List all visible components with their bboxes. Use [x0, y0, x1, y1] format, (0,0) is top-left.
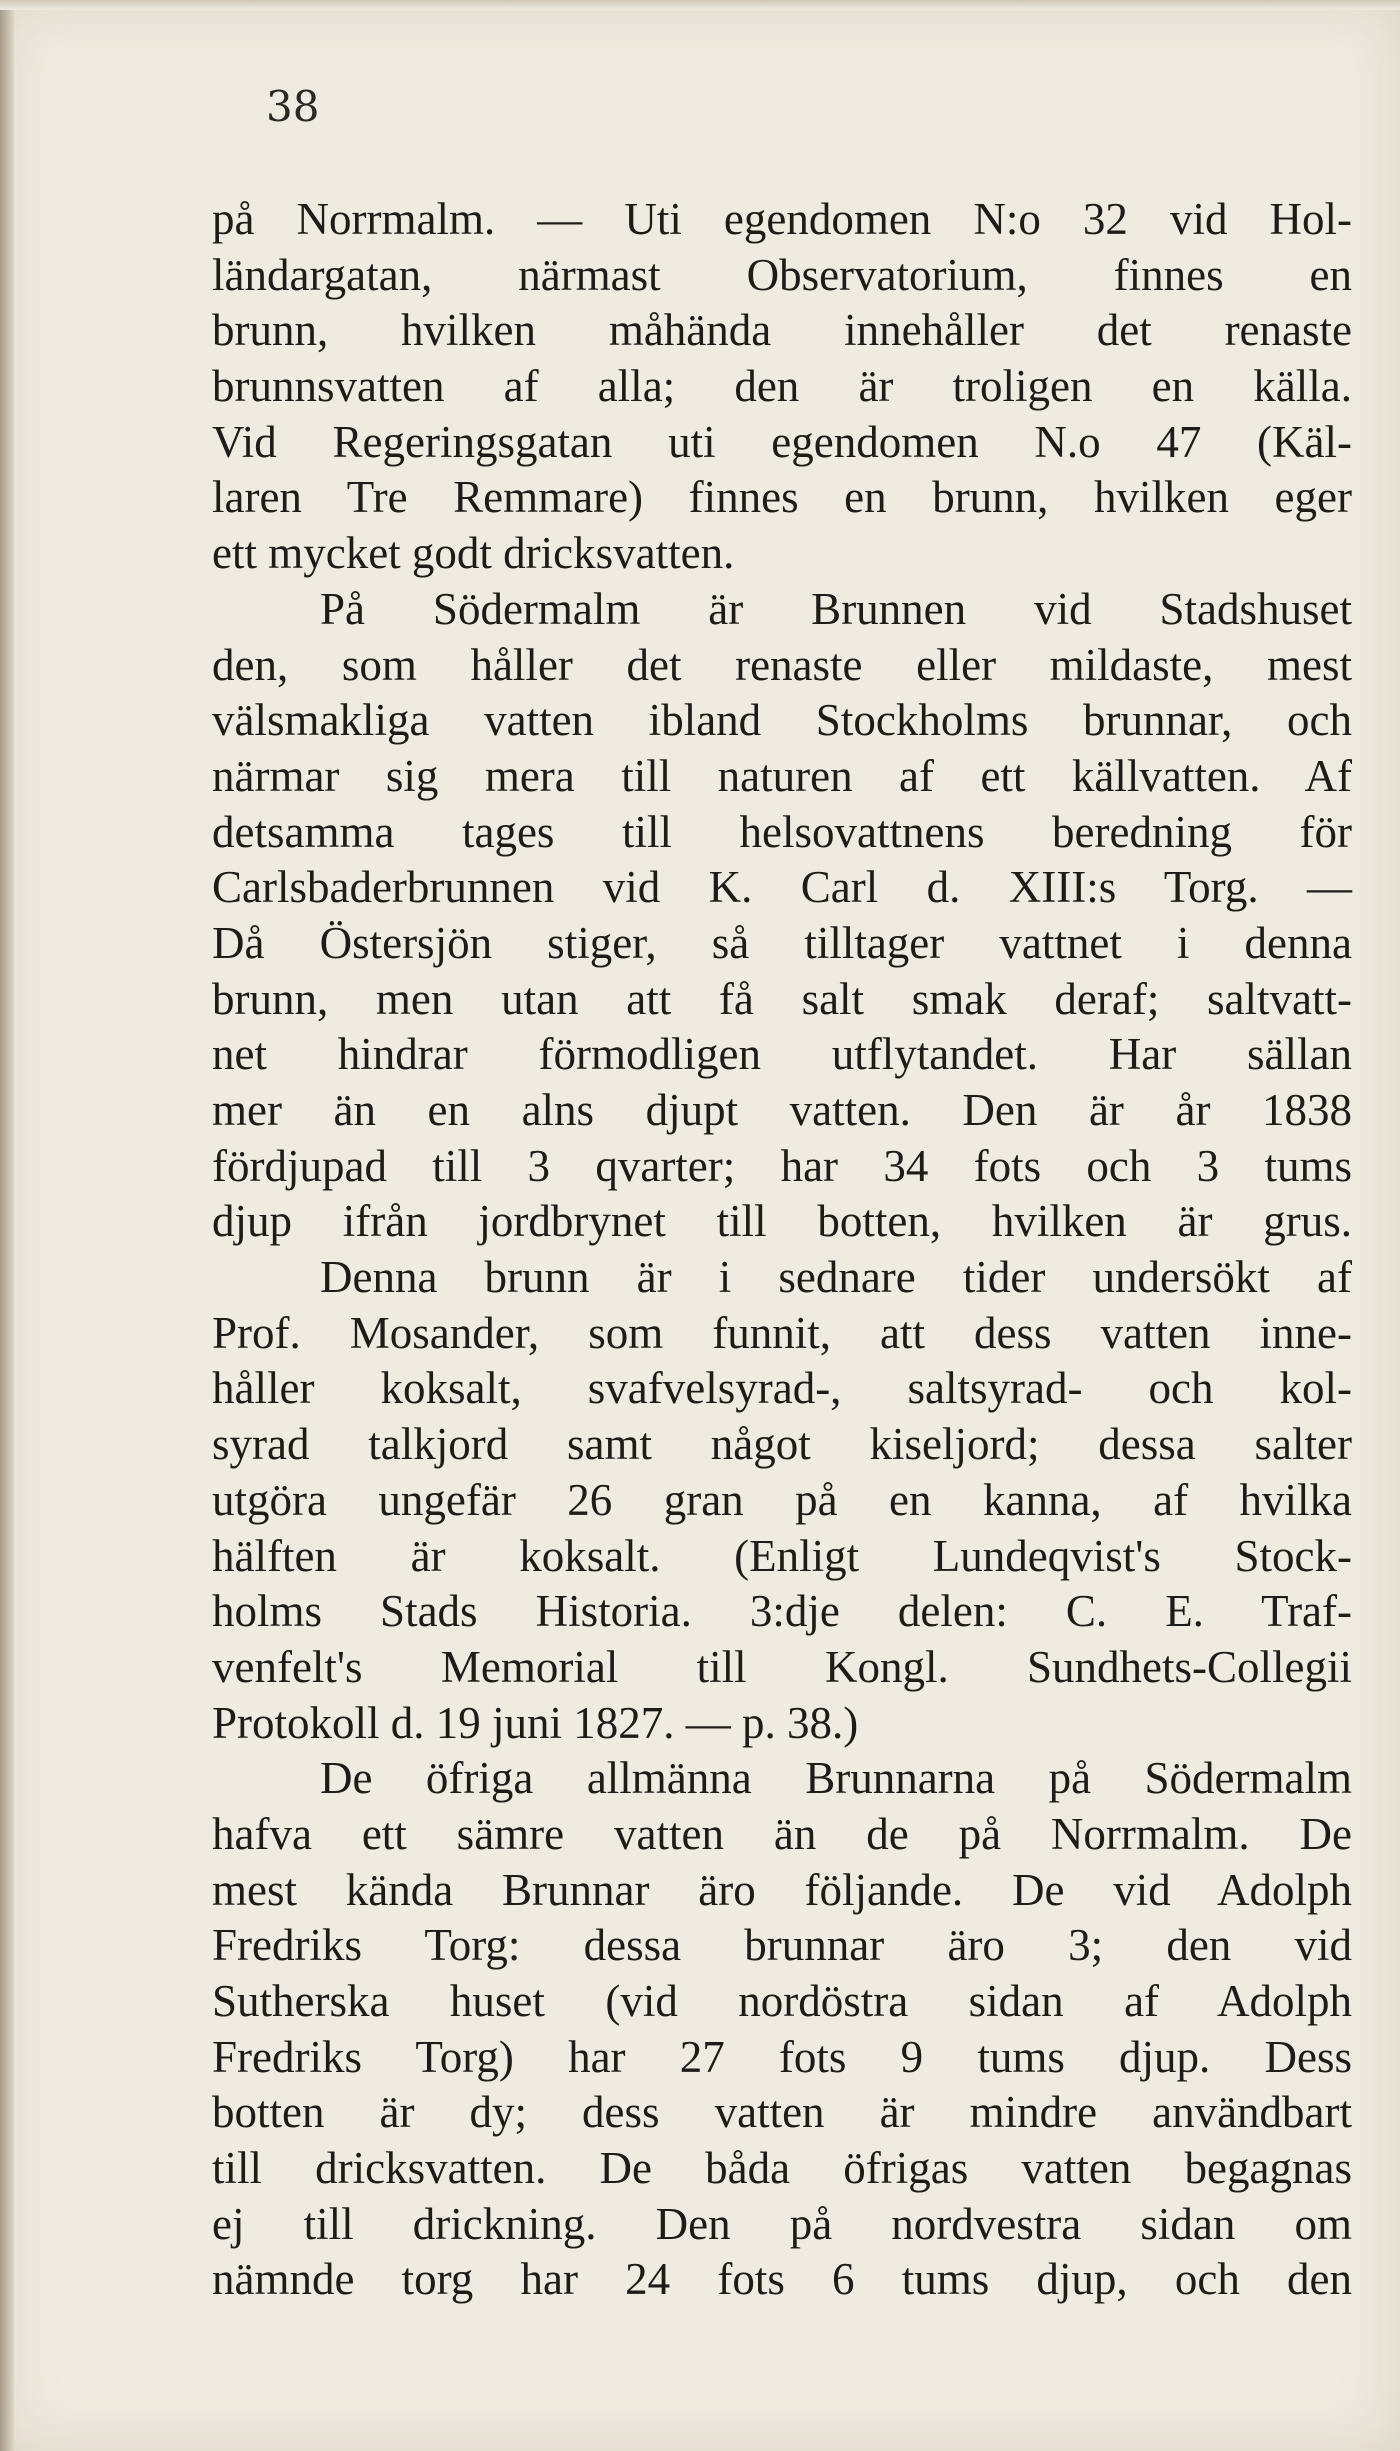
paragraph-start-line: På Södermalm är Brunnen vid Stadshuset	[320, 583, 1352, 634]
text-line: djup ifrån jordbrynet till botten, hvilken är grus.	[212, 1196, 1352, 1247]
text-line: ej till drickning. Den på nordvestra sidan om	[212, 2198, 1352, 2249]
body-text	[212, 192, 1352, 2308]
text-line: Protokoll d. 19 juni 1827. — p. 38.)	[212, 1697, 859, 1748]
text-line: brunnsvatten af alla; den är troligen en källa.	[212, 361, 1352, 412]
binding-edge	[0, 0, 14, 2451]
text-line: syrad talkjord samt något kiseljord; dessa salter	[212, 1419, 1352, 1470]
text-line: ett mycket godt dricksvatten.	[212, 528, 735, 579]
text-line: den, som håller det renaste eller mildaste, mest	[212, 639, 1352, 690]
text-line: botten är dy; dess vatten är mindre användbart	[212, 2087, 1352, 2138]
text-line: Då Östersjön stiger, så tilltager vattnet i denna	[212, 917, 1352, 968]
text-line: brunn, hvilken måhända innehåller det renaste	[212, 305, 1352, 356]
text-line: hälften är koksalt. (Enligt Lundeqvist's Stock-	[212, 1530, 1352, 1581]
text-line: laren Tre Remmare) finnes en brunn, hvilken eger	[212, 472, 1352, 523]
text-line: på Norrmalm. — Uti egendomen N:o 32 vid Hol-	[212, 194, 1352, 244]
page-number: 38	[266, 82, 320, 131]
text-line: detsamma tages till helsovattnens beredning för	[212, 806, 1352, 857]
text-line: utgöra ungefär 26 gran på en kanna, af hvilka	[212, 1474, 1352, 1525]
text-line: Fredriks Torg: dessa brunnar äro 3; den vid	[212, 1920, 1352, 1971]
text-line: nämnde torg har 24 fots 6 tums djup, och den	[212, 2254, 1352, 2305]
text-line: Fredriks Torg) har 27 fots 9 tums djup. Dess	[212, 2031, 1352, 2082]
text-line: ländargatan, närmast Observatorium, finnes en	[212, 249, 1352, 300]
text-line: välsmakliga vatten ibland Stockholms brunnar, och	[212, 695, 1352, 746]
text-line: håller koksalt, svafvelsyrad-, saltsyrad- och kol-	[212, 1363, 1352, 1414]
text-line: Vid Regeringsgatan uti egendomen N.o 47 (Käl-	[212, 416, 1352, 467]
text-line: mest kända Brunnar äro följande. De vid Adolph	[212, 1864, 1352, 1915]
text-line: mer än en alns djupt vatten. Den är år 1838	[212, 1085, 1352, 1135]
paragraph-start-line: De öfriga allmänna Brunnarna på Södermalm	[320, 1753, 1352, 1804]
text-line: Sutherska huset (vid nordöstra sidan af Adolph	[212, 1976, 1352, 2026]
text-line: Carlsbaderbrunnen vid K. Carl d. XIII:s Torg. —	[212, 862, 1352, 913]
text-line: hafva ett sämre vatten än de på Norrmalm. De	[212, 1808, 1352, 1859]
text-line: venfelt's Memorial till Kongl. Sundhets-Collegii	[212, 1641, 1352, 1692]
text-line: brunn, men utan att få salt smak deraf; saltvatt-	[212, 973, 1352, 1024]
text-line: fördjupad till 3 qvarter; har 34 fots och 3 tums	[212, 1140, 1352, 1191]
paragraph-start-line: Denna brunn är i sednare tider undersökt af	[320, 1252, 1352, 1303]
text-line: till dricksvatten. De båda öfrigas vatten begagnas	[212, 2143, 1352, 2194]
text-line: närmar sig mera till naturen af ett källvatten. Af	[212, 750, 1352, 801]
text-line: Prof. Mosander, som funnit, att dess vatten inne-	[212, 1307, 1352, 1358]
top-edge	[0, 0, 1400, 10]
text-line: net hindrar förmodligen utflytandet. Har sällan	[212, 1029, 1352, 1080]
text-line: holms Stads Historia. 3:dje delen: C. E. Traf-	[212, 1586, 1352, 1637]
